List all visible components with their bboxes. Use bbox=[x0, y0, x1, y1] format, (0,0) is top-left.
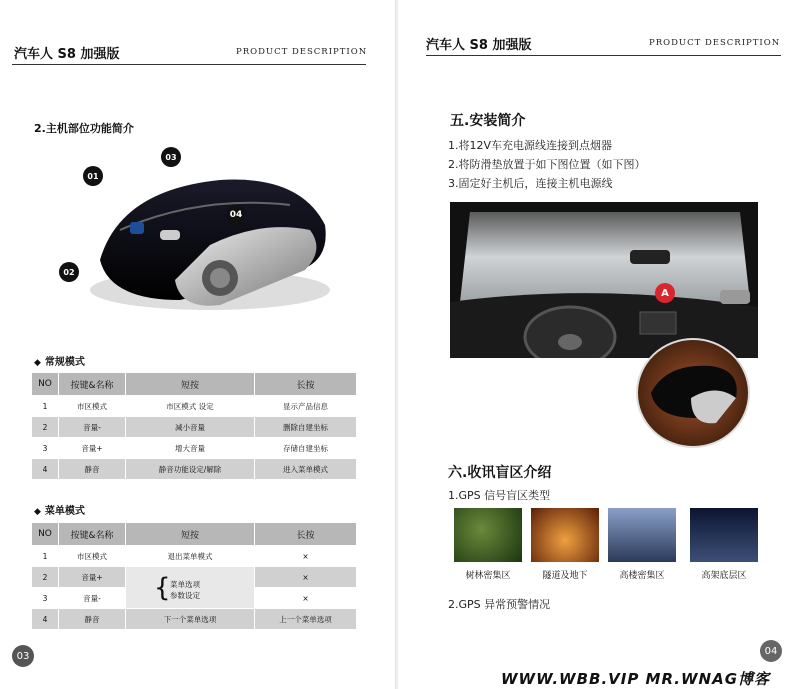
col-long: 长按 bbox=[255, 373, 357, 396]
cell: × bbox=[255, 546, 357, 567]
install-step-1: 1.将12V车充电源线连接到点烟器 bbox=[448, 139, 613, 152]
install-step-3: 3.固定好主机后，连接主机电源线 bbox=[448, 177, 613, 190]
col-short: 短按 bbox=[126, 523, 255, 546]
cell: 1 bbox=[32, 396, 59, 417]
normal-mode-label: 常规模式 bbox=[44, 357, 85, 368]
cell: 进入菜单模式 bbox=[255, 459, 357, 480]
diamond-bullet-icon: ◆ bbox=[34, 358, 41, 368]
col-long: 长按 bbox=[255, 523, 357, 546]
cell: 下一个菜单选项 bbox=[126, 609, 255, 630]
install-step-2: 2.将防滑垫放置于如下图位置（如下图） bbox=[448, 158, 646, 171]
menu-mode-table bbox=[31, 522, 357, 630]
table-row bbox=[32, 567, 357, 588]
cell: 2 bbox=[32, 417, 59, 438]
blind-zone-subtitle-1: 1.GPS 信号盲区类型 bbox=[448, 489, 551, 502]
left-header-product-description: PRODUCT DESCRIPTION bbox=[236, 47, 368, 57]
callout-02: 02 bbox=[59, 262, 79, 282]
callout-03: 03 bbox=[161, 147, 181, 167]
forest-zone-label: 树林密集区 bbox=[465, 571, 511, 581]
cell: 音量- bbox=[59, 417, 126, 438]
page-number-left: 03 bbox=[12, 645, 34, 667]
highrise-zone-label: 高楼密集区 bbox=[619, 571, 665, 581]
table-row bbox=[32, 438, 357, 459]
left-page bbox=[0, 0, 396, 689]
menu-mode-title bbox=[34, 502, 85, 517]
cell: 存储自建坐标 bbox=[255, 438, 357, 459]
col-key: 按键&名称 bbox=[59, 523, 126, 546]
normal-mode-table bbox=[31, 372, 357, 480]
blind-zone-subtitle-2: 2.GPS 异常预警情况 bbox=[448, 598, 551, 611]
highrise-zone-image bbox=[608, 508, 676, 562]
tunnel-zone-image bbox=[531, 508, 599, 562]
table-row bbox=[32, 546, 357, 567]
left-header-title: 汽车人 S8 加强版 bbox=[14, 47, 120, 62]
menu-mode-label: 菜单模式 bbox=[44, 506, 85, 517]
cell: 上一个菜单选项 bbox=[255, 609, 357, 630]
blind-zone-title: 六.收讯盲区介绍 bbox=[448, 465, 552, 481]
cell: 市区模式 bbox=[59, 546, 126, 567]
right-header-product-description: PRODUCT DESCRIPTION bbox=[649, 38, 781, 48]
cell: 音量+ bbox=[59, 567, 126, 588]
table-row bbox=[32, 459, 357, 480]
cell: 增大音量 bbox=[126, 438, 255, 459]
watermark-text: WWW.WBB.VIP MR.WNAG博客 bbox=[501, 670, 771, 688]
page-number-right: 04 bbox=[760, 640, 782, 662]
col-key: 按键&名称 bbox=[59, 373, 126, 396]
cell: 市区模式 设定 bbox=[126, 396, 255, 417]
cell: 音量- bbox=[59, 588, 126, 609]
cell: 删除自建坐标 bbox=[255, 417, 357, 438]
table-header-row bbox=[32, 523, 357, 546]
cell: 显示产品信息 bbox=[255, 396, 357, 417]
install-title: 五.安装简介 bbox=[450, 113, 526, 129]
table-row bbox=[32, 396, 357, 417]
forest-zone-image bbox=[454, 508, 522, 562]
left-header-rule bbox=[12, 64, 366, 65]
cell: 音量+ bbox=[59, 438, 126, 459]
cell: × bbox=[255, 567, 357, 588]
cell: 4 bbox=[32, 459, 59, 480]
col-no: NO bbox=[32, 373, 59, 396]
right-page bbox=[398, 0, 793, 689]
brace-icon: { bbox=[154, 573, 171, 603]
col-no: NO bbox=[32, 523, 59, 546]
right-header-rule bbox=[426, 55, 781, 56]
elevated-road-zone-label: 高架底层区 bbox=[701, 571, 747, 581]
cell: 静音功能设定/解除 bbox=[126, 459, 255, 480]
cell: 退出菜单模式 bbox=[126, 546, 255, 567]
mount-position-marker: A bbox=[655, 283, 675, 303]
diamond-bullet-icon: ◆ bbox=[34, 507, 41, 517]
inset-device-photo bbox=[636, 338, 751, 448]
left-section-title: 2.主机部位功能简介 bbox=[34, 122, 134, 135]
callout-04: 04 bbox=[226, 205, 246, 225]
callout-01: 01 bbox=[83, 166, 103, 186]
cell: 市区模式 bbox=[59, 396, 126, 417]
brace-cell bbox=[126, 567, 255, 609]
right-header-title: 汽车人 S8 加强版 bbox=[426, 38, 532, 53]
cell: 3 bbox=[32, 588, 59, 609]
cell: 减小音量 bbox=[126, 417, 255, 438]
table-header-row bbox=[32, 373, 357, 396]
cell: 1 bbox=[32, 546, 59, 567]
car-interior-photo bbox=[450, 202, 758, 358]
elevated-road-zone-image bbox=[690, 508, 758, 562]
cell: 静音 bbox=[59, 459, 126, 480]
table-row bbox=[32, 417, 357, 438]
cell: 静音 bbox=[59, 609, 126, 630]
tunnel-zone-label: 隧道及地下 bbox=[542, 571, 588, 581]
cell: × bbox=[255, 588, 357, 609]
table-row bbox=[32, 609, 357, 630]
brace-item: 菜单选项 bbox=[170, 580, 200, 589]
cell: 3 bbox=[32, 438, 59, 459]
cell: 2 bbox=[32, 567, 59, 588]
col-short: 短按 bbox=[126, 373, 255, 396]
brace-item: 参数设定 bbox=[170, 591, 200, 600]
normal-mode-title bbox=[34, 353, 85, 368]
cell: 4 bbox=[32, 609, 59, 630]
